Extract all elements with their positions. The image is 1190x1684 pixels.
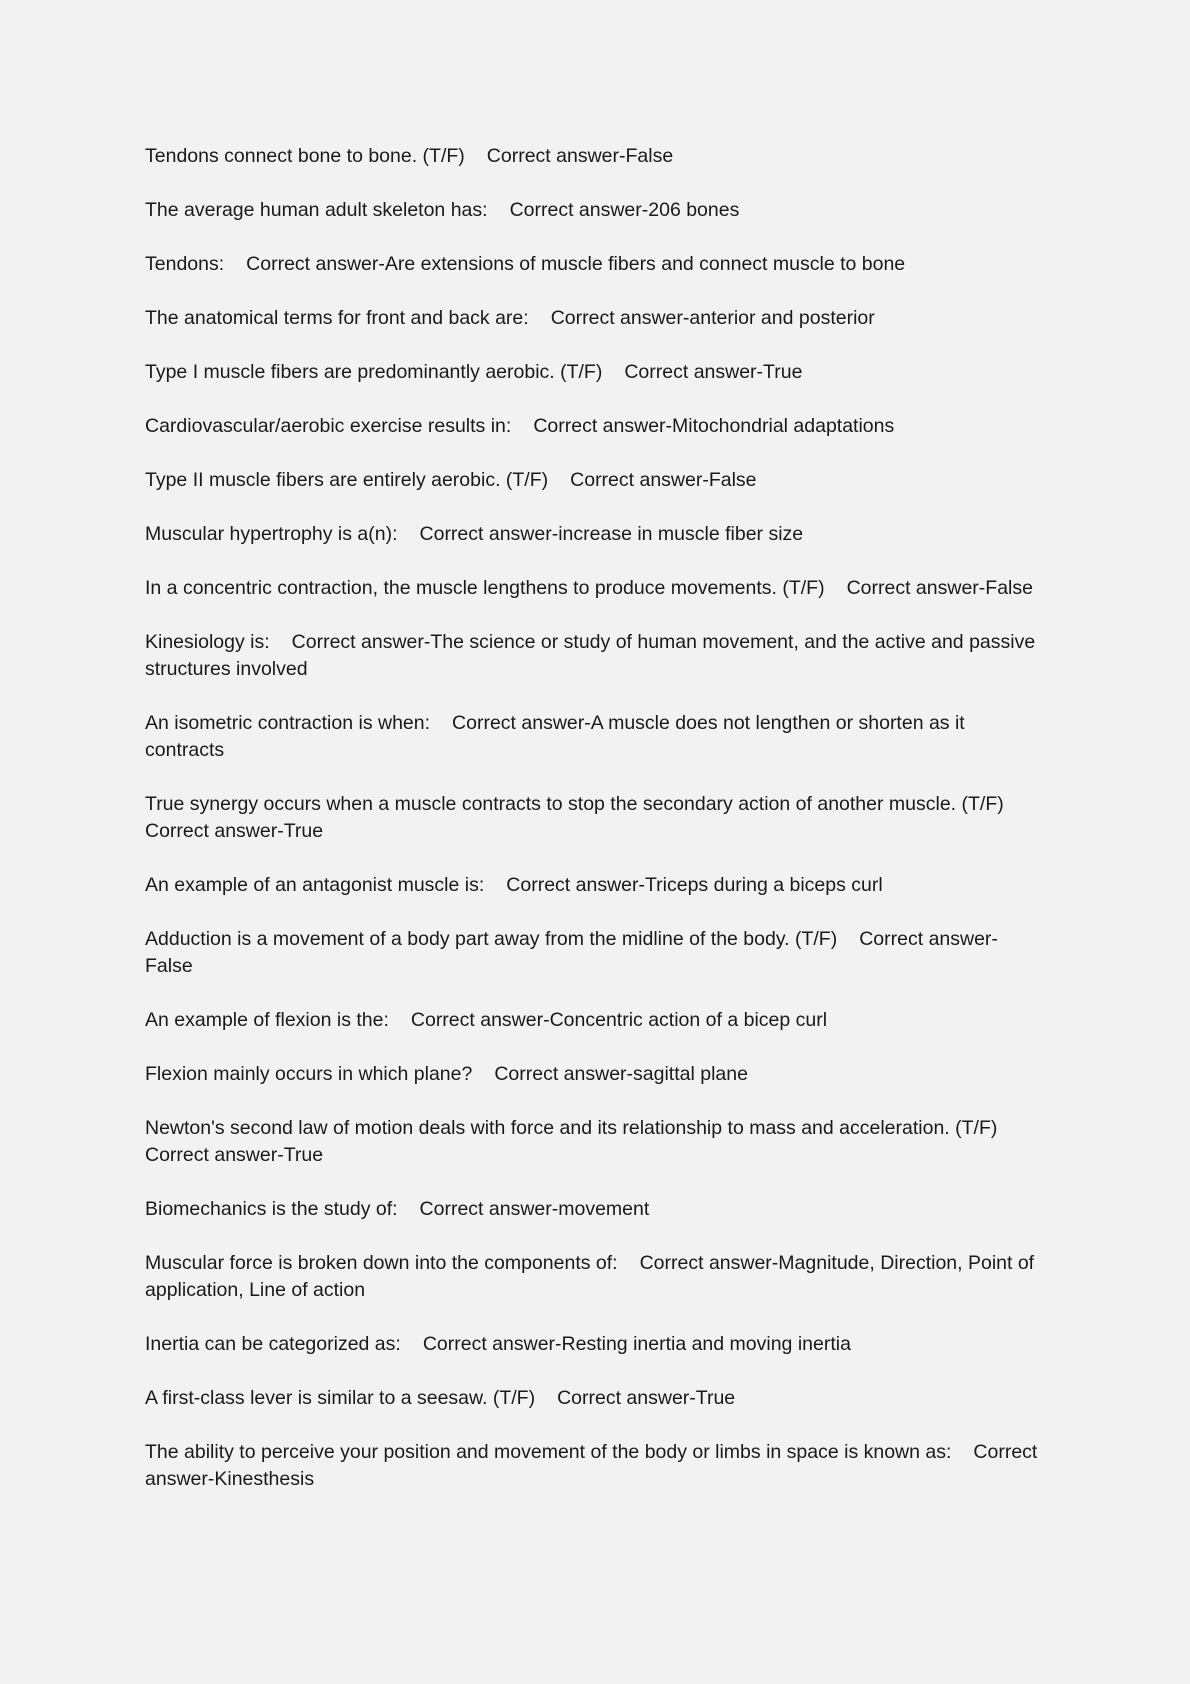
qa-item <box>145 1250 1045 1304</box>
question-text: Newton's second law of motion deals with force and its relationship to mass and acceleration. (T/F) <box>145 1117 998 1139</box>
qa-item <box>145 521 1045 548</box>
answer-text: Correct answer-False <box>486 145 674 167</box>
qa-item <box>145 197 1045 224</box>
qa-item <box>145 1061 1045 1088</box>
question-text: A first-class lever is similar to a seesaw. (T/F) <box>145 1387 536 1409</box>
qa-item <box>145 710 1045 764</box>
question-text: The anatomical terms for front and back are: <box>145 307 529 329</box>
answer-text: Correct answer-The science or study of human movement, and the active and passive structures involved <box>145 631 1036 680</box>
qa-item <box>145 251 1045 278</box>
answer-text: Correct answer-False <box>570 469 757 491</box>
qa-item <box>145 1196 1045 1223</box>
qa-item <box>145 1385 1045 1412</box>
answer-text: Correct answer-increase in muscle fiber size <box>419 523 804 545</box>
answer-text: Correct answer-Resting inertia and moving inertia <box>422 1333 851 1355</box>
answer-text: Correct answer-movement <box>419 1198 650 1220</box>
answer-text: Correct answer-206 bones <box>509 199 740 221</box>
answer-text: Correct answer-Magnitude, Direction, Point of application, Line of action <box>145 1252 1035 1301</box>
question-text: True synergy occurs when a muscle contracts to stop the secondary action of another muscle. (T/F) <box>145 793 1004 815</box>
qa-item <box>145 791 1045 845</box>
qa-item <box>145 629 1045 683</box>
question-text: Type II muscle fibers are entirely aerobic. (T/F) <box>145 469 549 491</box>
answer-text: Correct answer-sagittal plane <box>494 1063 748 1085</box>
answer-text: Correct answer-True <box>624 361 803 383</box>
qa-item <box>145 1439 1045 1493</box>
question-text: An example of flexion is the: <box>145 1009 389 1031</box>
answer-text: Correct answer-True <box>557 1387 736 1409</box>
answer-text: Correct answer-Are extensions of muscle fibers and connect muscle to bone <box>246 253 906 275</box>
question-text: An example of an antagonist muscle is: <box>145 874 485 896</box>
qa-item <box>145 575 1045 602</box>
answer-text: Correct answer-Concentric action of a bicep curl <box>410 1009 828 1031</box>
qa-list <box>145 143 1045 1520</box>
question-text: Kinesiology is: <box>145 631 270 653</box>
answer-text: Correct answer-Triceps during a biceps curl <box>506 874 883 896</box>
question-text: Tendons connect bone to bone. (T/F) <box>145 145 465 167</box>
question-text: The average human adult skeleton has: <box>145 199 488 221</box>
question-text: An isometric contraction is when: <box>145 712 431 734</box>
question-text: The ability to perceive your position and movement of the body or limbs in space is known as: <box>145 1441 952 1463</box>
answer-text: Correct answer-Mitochondrial adaptations <box>533 415 895 437</box>
question-text: Type I muscle fibers are predominantly aerobic. (T/F) <box>145 361 603 383</box>
answer-text: Correct answer-Kinesthesis <box>145 1441 1038 1490</box>
answer-text: Correct answer-False <box>846 577 1033 599</box>
question-text: Tendons: <box>145 253 225 275</box>
qa-item <box>145 872 1045 899</box>
qa-item <box>145 413 1045 440</box>
question-text: In a concentric contraction, the muscle lengthens to produce movements. (T/F) <box>145 577 825 599</box>
answer-text: Correct answer-A muscle does not lengthen or shorten as it contracts <box>145 712 965 761</box>
answer-text: Correct answer-True <box>145 1144 324 1166</box>
question-text: Biomechanics is the study of: <box>145 1198 398 1220</box>
qa-item <box>145 1007 1045 1034</box>
question-text: Muscular force is broken down into the components of: <box>145 1252 618 1274</box>
question-text: Adduction is a movement of a body part away from the midline of the body. (T/F) <box>145 928 838 950</box>
qa-item <box>145 926 1045 980</box>
question-text: Muscular hypertrophy is a(n): <box>145 523 398 545</box>
qa-item <box>145 305 1045 332</box>
qa-item <box>145 467 1045 494</box>
question-text: Flexion mainly occurs in which plane? <box>145 1063 473 1085</box>
question-text: Inertia can be categorized as: <box>145 1333 401 1355</box>
answer-text: Correct answer-True <box>145 820 324 842</box>
qa-item <box>145 359 1045 386</box>
answer-text: Correct answer-False <box>145 928 998 977</box>
question-text: Cardiovascular/aerobic exercise results in: <box>145 415 512 437</box>
qa-item <box>145 143 1045 170</box>
answer-text: Correct answer-anterior and posterior <box>550 307 875 329</box>
qa-item <box>145 1115 1045 1169</box>
qa-item <box>145 1331 1045 1358</box>
